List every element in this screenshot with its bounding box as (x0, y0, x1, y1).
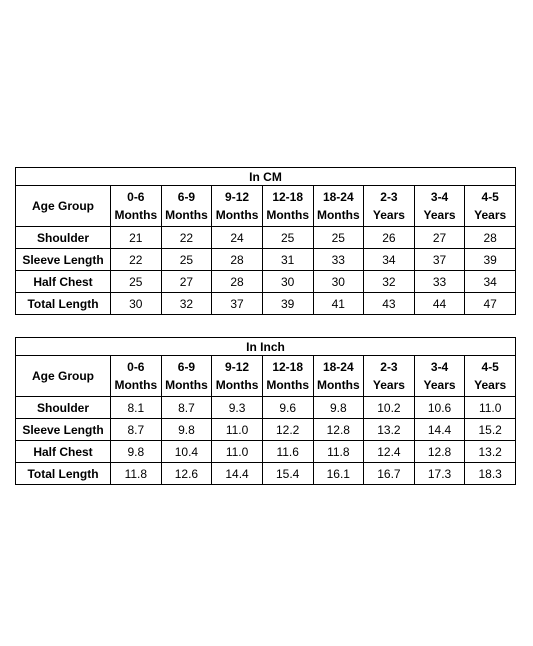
table-cell: 12.6 (161, 463, 212, 485)
table-cell: 15.2 (465, 419, 516, 441)
column-header: 3-4 Years (414, 356, 465, 397)
table-cell: 32 (161, 293, 212, 315)
table-cell: 16.1 (313, 463, 364, 485)
table-cell: 14.4 (212, 463, 263, 485)
table-cell: 44 (414, 293, 465, 315)
size-table-cm (15, 167, 516, 315)
table-cell: 25 (161, 249, 212, 271)
table-cell: 11.6 (262, 441, 313, 463)
table-cell: 28 (212, 271, 263, 293)
row-label: Sleeve Length (16, 419, 111, 441)
table-cell: 8.1 (111, 397, 162, 419)
table-cell: 28 (212, 249, 263, 271)
table-cell: 22 (161, 227, 212, 249)
column-header: 9-12 Months (212, 356, 263, 397)
table-cell: 25 (111, 271, 162, 293)
column-header: 12-18 Months (262, 356, 313, 397)
table-cell: 11.8 (313, 441, 364, 463)
table-row (16, 249, 516, 271)
table-cell: 11.0 (465, 397, 516, 419)
table-cell: 8.7 (111, 419, 162, 441)
table-cell: 21 (111, 227, 162, 249)
column-header: 0-6 Months (111, 186, 162, 227)
row-label: Half Chest (16, 271, 111, 293)
column-header: 12-18 Months (262, 186, 313, 227)
column-header: 2-3 Years (364, 356, 415, 397)
column-header: 18-24 Months (313, 186, 364, 227)
table-cell: 10.4 (161, 441, 212, 463)
table-cell: 26 (364, 227, 415, 249)
table-cell: 11.0 (212, 441, 263, 463)
table-cell: 13.2 (465, 441, 516, 463)
column-header: 4-5 Years (465, 356, 516, 397)
table-cell: 32 (364, 271, 415, 293)
column-header: 6-9 Months (161, 186, 212, 227)
table-cell: 25 (262, 227, 313, 249)
table-cell: 30 (262, 271, 313, 293)
table-cell: 33 (414, 271, 465, 293)
column-header: 9-12 Months (212, 186, 263, 227)
table-cell: 28 (465, 227, 516, 249)
table-cell: 9.3 (212, 397, 263, 419)
table-cell: 25 (313, 227, 364, 249)
size-table-inch (15, 337, 516, 485)
table-row (16, 463, 516, 485)
table-cell: 12.2 (262, 419, 313, 441)
table-cell: 43 (364, 293, 415, 315)
table-cell: 30 (313, 271, 364, 293)
row-label: Total Length (16, 463, 111, 485)
table-cell: 34 (364, 249, 415, 271)
table-cell: 12.8 (414, 441, 465, 463)
corner-header: Age Group (16, 356, 111, 397)
row-label: Total Length (16, 293, 111, 315)
header-row (16, 186, 516, 227)
table-row (16, 227, 516, 249)
table-cell: 11.8 (111, 463, 162, 485)
table-cell: 18.3 (465, 463, 516, 485)
table-cell: 9.8 (111, 441, 162, 463)
table-caption: In Inch (16, 338, 516, 356)
table-cell: 15.4 (262, 463, 313, 485)
table-row (16, 293, 516, 315)
table-cell: 39 (262, 293, 313, 315)
table-row (16, 397, 516, 419)
row-label: Sleeve Length (16, 249, 111, 271)
table-cell: 12.8 (313, 419, 364, 441)
table-cell: 22 (111, 249, 162, 271)
table-cell: 41 (313, 293, 364, 315)
table-cell: 37 (212, 293, 263, 315)
table-cell: 31 (262, 249, 313, 271)
table-cell: 14.4 (414, 419, 465, 441)
table-row (16, 419, 516, 441)
table-cell: 13.2 (364, 419, 415, 441)
corner-header: Age Group (16, 186, 111, 227)
table-cell: 33 (313, 249, 364, 271)
table-cell: 37 (414, 249, 465, 271)
column-header: 2-3 Years (364, 186, 415, 227)
table-cell: 34 (465, 271, 516, 293)
table-cell: 10.2 (364, 397, 415, 419)
column-header: 4-5 Years (465, 186, 516, 227)
table-cell: 24 (212, 227, 263, 249)
table-cell: 39 (465, 249, 516, 271)
table-cell: 11.0 (212, 419, 263, 441)
header-row (16, 356, 516, 397)
table-caption: In CM (16, 168, 516, 186)
table-cell: 9.8 (161, 419, 212, 441)
table-cell: 27 (161, 271, 212, 293)
table-cell: 10.6 (414, 397, 465, 419)
table-row (16, 441, 516, 463)
column-header: 6-9 Months (161, 356, 212, 397)
table-cell: 9.6 (262, 397, 313, 419)
table-cell: 27 (414, 227, 465, 249)
row-label: Shoulder (16, 227, 111, 249)
table-row (16, 271, 516, 293)
column-header: 18-24 Months (313, 356, 364, 397)
table-cell: 47 (465, 293, 516, 315)
table-cell: 8.7 (161, 397, 212, 419)
column-header: 0-6 Months (111, 356, 162, 397)
row-label: Shoulder (16, 397, 111, 419)
column-header: 3-4 Years (414, 186, 465, 227)
table-cell: 30 (111, 293, 162, 315)
table-cell: 12.4 (364, 441, 415, 463)
table-cell: 16.7 (364, 463, 415, 485)
table-cell: 17.3 (414, 463, 465, 485)
table-cell: 9.8 (313, 397, 364, 419)
row-label: Half Chest (16, 441, 111, 463)
